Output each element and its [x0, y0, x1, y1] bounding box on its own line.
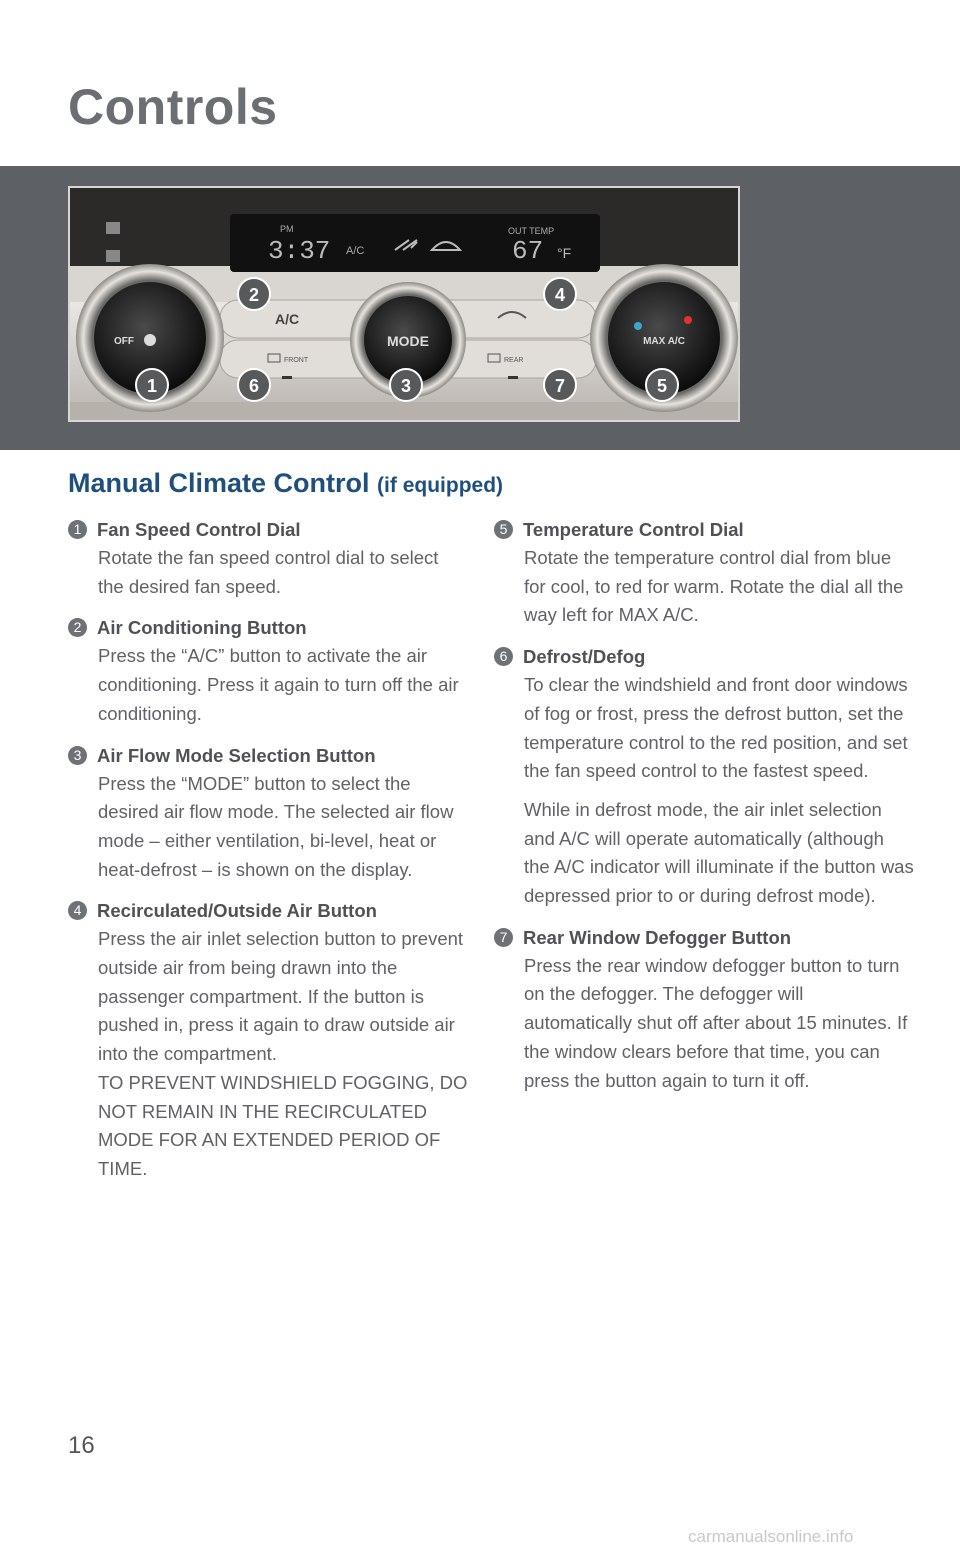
item-number: 7	[494, 928, 513, 947]
climate-control-photo	[68, 186, 740, 422]
item-number: 3	[68, 746, 87, 765]
item-body: Press the air inlet selection button to prevent outside air from being drawn into the passenger compartment. If the button is pushed in, press it again to draw outside air into the compartment.	[98, 928, 464, 1065]
item-body: Rotate the fan speed control dial to select the desired fan speed.	[98, 547, 439, 597]
page-title: Controls	[68, 79, 278, 135]
item-title: Air Flow Mode Selection Button	[97, 744, 376, 766]
callout-6: 6	[248, 376, 260, 396]
item-number: 6	[494, 647, 513, 666]
page-number: 16	[68, 1432, 95, 1459]
left-column	[68, 515, 468, 1196]
watermark: carmanualsonline.info	[688, 1527, 854, 1546]
side-button-bottom-icon	[106, 250, 120, 262]
panel-ac-label: A/C	[275, 311, 300, 327]
item-title: Recirculated/Outside Air Button	[97, 900, 377, 922]
item-fan-speed-dial	[68, 515, 468, 601]
item-number: 4	[68, 901, 87, 920]
warm-indicator	[684, 316, 692, 324]
item-body: While in defrost mode, the air inlet selection and A/C will operate automatically (although the A/C indicator will illuminate if the button was depressed prior to or during defrost mode).	[524, 798, 914, 907]
item-temperature-dial	[494, 515, 914, 630]
callout-7: 7	[554, 376, 566, 396]
panel-mode-label: MODE	[387, 333, 429, 349]
item-body: To clear the windshield and front door windows of fog or frost, press the defrost button, set the temperature control to the red position, and set the fan speed control to the fastest speed.	[524, 674, 908, 782]
item-number: 1	[68, 520, 87, 539]
fan-icon	[144, 334, 156, 346]
item-recirculated-air-button	[68, 896, 468, 1183]
display-out-temp-label: OUT TEMP	[508, 226, 555, 236]
climate-panel-illustration	[70, 188, 738, 420]
item-air-conditioning-button	[68, 613, 468, 728]
side-button-top-icon	[106, 222, 120, 234]
panel-front-label: FRONT	[284, 357, 309, 364]
item-body: Rotate the temperature control dial from blue for cool, to red for warm. Rotate the dial all the way left for MAX A/C.	[524, 547, 904, 626]
item-title: Fan Speed Control Dial	[97, 519, 301, 540]
section-title	[68, 468, 503, 499]
panel-max-ac-label: MAX A/C	[643, 336, 685, 347]
cool-indicator	[634, 322, 642, 330]
callout-4: 4	[554, 285, 566, 305]
item-body: Press the “MODE” button to select the desired air flow mode. The selected air flow mode – either ventilation, bi-level, heat or heat-defrost – is shown on the display.	[98, 772, 454, 880]
callout-2: 2	[248, 285, 260, 305]
right-column	[494, 515, 914, 1107]
item-body: Press the rear window defogger button to turn on the defogger. The defogger will automatically shut off after about 15 minutes. If the window clears before that time, you can press the button again to turn it off.	[524, 954, 908, 1091]
item-title: Rear Window Defogger Button	[523, 926, 792, 948]
display-temp-unit: °F	[557, 245, 572, 261]
item-defrost-defog	[494, 642, 914, 911]
display-ac: A/C	[346, 245, 365, 257]
item-title: Defrost/Defog	[523, 646, 646, 668]
item-title: Air Conditioning Button	[97, 617, 307, 639]
item-number: 5	[494, 520, 513, 539]
callout-5: 5	[656, 376, 668, 396]
item-body: Press the “A/C” button to activate the air conditioning. Press it again to turn off the air conditioning.	[98, 645, 459, 724]
panel-rear-label: REAR	[504, 357, 524, 364]
section-title-main: Manual Climate Control	[68, 468, 370, 498]
item-rear-defogger-button	[494, 923, 914, 1096]
display-pm: PM	[280, 224, 294, 234]
item-warning: TO PREVENT WINDSHIELD FOGGING, DO NOT REMAIN IN THE RECIRCULATED MODE FOR AN EXTENDED PERIOD OF TIME.	[98, 1071, 468, 1179]
callout-1: 1	[146, 376, 158, 396]
callout-3: 3	[400, 376, 412, 396]
item-air-flow-mode-button	[68, 741, 468, 885]
panel-off-label: OFF	[114, 336, 134, 347]
item-title: Temperature Control Dial	[523, 519, 744, 540]
section-title-subtitle: (if equipped)	[377, 474, 504, 497]
display-time: 3:37	[268, 236, 331, 266]
item-number: 2	[68, 618, 87, 637]
display-out-temp: 67	[512, 236, 544, 266]
